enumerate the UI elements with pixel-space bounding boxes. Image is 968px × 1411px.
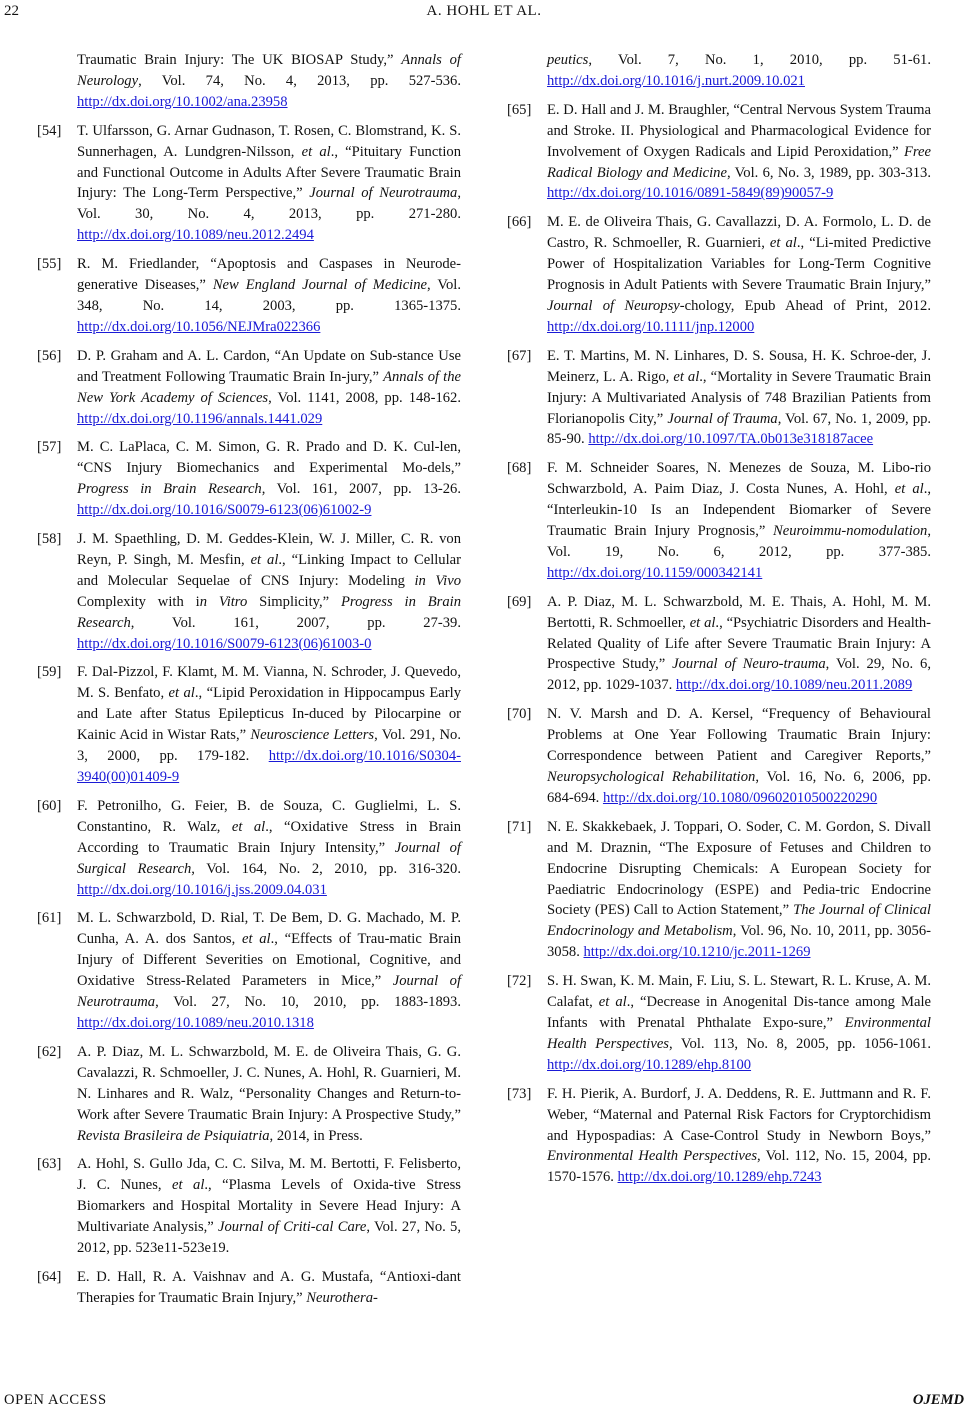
italic-title: Annals of Neurology (77, 52, 461, 89)
doi-link[interactable]: http://dx.doi.org/10.1016/S0079-6123(06)61002-9 (77, 502, 372, 519)
italic-title: Neuroscience Letters (250, 727, 375, 744)
reference-number: [70] (507, 706, 532, 723)
italic-title: Progress in Brain Research (77, 481, 262, 498)
doi-link[interactable]: http://dx.doi.org/10.1016/S0304-3940(00)01409-9 (77, 748, 461, 785)
reference-number: [68] (507, 460, 532, 477)
reference-segment: , Vol. 161, 2007, pp. 27-39. (130, 614, 461, 631)
reference-text (547, 971, 931, 1076)
italic-title: Progress in Brain Research (77, 593, 461, 631)
italic-title: Journal of Criti-cal Care (218, 1219, 367, 1236)
reference-segment: T. Ulfarsson, G. Arnar Gudnason, T. Rosen, C. Blomstrand, K. S. Sunnerhagen, A. Lundgren-Nilsson, (77, 122, 461, 160)
italic-title: Environmental Health Perspectives (547, 1014, 931, 1052)
reference-segment: A. Hohl, S. Gullo Jda, C. C. Silva, M. M. Bertotti, F. Felisberto, J. C. Nunes, (77, 1156, 461, 1194)
reference-number: [71] (507, 818, 532, 835)
reference-segment: E. D. Hall and J. M. Braughler, “Central Nervous System Trauma and Stroke. II. Physiological and Pharmacological Evidence for Involvement of Oxygen Radicals and Lipid Peroxidation,” (547, 101, 931, 160)
reference-segment: ., “Mortality in Severe Traumatic Brain Injury: A Multivariated Analysis of 748 Brazilian Patients from Florianopolis City,” (547, 368, 931, 427)
reference-entry (507, 50, 931, 92)
reference-entry (507, 212, 931, 337)
italic-title: Annals of the New York Academy of Sciences (77, 368, 461, 406)
reference-entry (507, 346, 931, 451)
doi-link[interactable]: http://dx.doi.org/10.1056/NEJMra022366 (77, 318, 321, 335)
reference-text (77, 908, 461, 1033)
reference-number: [73] (507, 1085, 532, 1102)
italic-title: peutics (547, 52, 589, 68)
references-left-column (37, 50, 461, 1317)
reference-entry (507, 704, 931, 809)
page-number: 22 (4, 3, 19, 19)
italic-title: in Vivo (414, 572, 461, 589)
reference-text (77, 121, 461, 246)
doi-link[interactable]: http://dx.doi.org/10.1210/jc.2011-1269 (583, 944, 811, 961)
reference-segment: , Vol. 291, No. 3, 2000, pp. 179-182. (77, 727, 461, 765)
italic-title: Environmental Health Perspectives (547, 1148, 758, 1165)
reference-text (77, 796, 461, 901)
italic-title: et al (673, 368, 700, 385)
reference-entry (507, 100, 931, 205)
reference-number: [59] (37, 664, 62, 681)
doi-link[interactable]: http://dx.doi.org/10.1080/09602010500220290 (602, 789, 878, 806)
reference-number: [61] (37, 910, 62, 927)
italic-title: et al (172, 1177, 205, 1194)
doi-link[interactable]: http://dx.doi.org/10.1002/ana.23958 (77, 93, 288, 110)
reference-segment: , Vol. 96, No. 10, 2011, pp. 3056-3058. (547, 923, 931, 961)
references-right-column (507, 50, 931, 1196)
doi-link[interactable]: http://dx.doi.org/10.1016/S0079-6123(06)61003-0 (77, 635, 372, 652)
reference-segment: , Vol. 161, 2007, pp. 13-26. (261, 481, 461, 498)
italic-title: et al (689, 614, 716, 631)
footer-journal: OJEMD (912, 1392, 964, 1408)
reference-number: [66] (507, 214, 532, 231)
reference-segment: F. H. Pierik, A. Burdorf, J. A. Deddens, R. E. Juttmann and R. F. Weber, “Maternal and Paternal Risk Factors for Cryptorchidism and Hypospadias: A Case-Control Study in Newborn Boys,” (547, 1085, 931, 1144)
reference-entry (37, 437, 461, 521)
reference-segment: R. M. Friedlander, “Apoptosis and Caspases in Neurode-generative Diseases,” (77, 256, 461, 294)
reference-text (77, 437, 461, 521)
reference-segment: ., “Linking Impact to Cellular and Molecular Sequelae of CNS Injury: Modeling (77, 551, 461, 589)
reference-text (547, 346, 931, 451)
reference-text (77, 1267, 461, 1309)
reference-segment: E. T. Martins, M. N. Linhares, D. S. Sousa, H. K. Schroe-der, J. Meinerz, L. A. Rigo, (547, 347, 931, 385)
reference-segment: N. E. Skakkebaek, J. Toppari, O. Soder, C. M. Gordon, S. Divall and M. Draznin, “The Exposure of Fetuses and Children to Endocrine Disrupting Chemicals: A European Society for Paediatric Endocrinology (ESPE) and Pedia-tric Endocrine Society (PES) Call to Action Statement,” (547, 818, 931, 919)
reference-entry (507, 971, 931, 1076)
doi-link[interactable]: http://dx.doi.org/10.1016/j.nurt.2009.10.021 (547, 72, 805, 89)
running-head: A. HOHL ET AL. (426, 3, 542, 19)
reference-entry (37, 1042, 461, 1147)
italic-title: Journal of Surgical Research (77, 839, 461, 877)
reference-entry (37, 662, 461, 787)
reference-segment: , Vol. 1141, 2008, pp. 148-162. (268, 389, 461, 406)
reference-segment: , Vol. 348, No. 14, 2003, pp. 1365-1375. (77, 277, 461, 314)
reference-segment: , Vol. 27, No. 5, 2012, pp. 523e11-523e19. (77, 1219, 461, 1257)
reference-entry (37, 1267, 461, 1309)
doi-link[interactable]: http://dx.doi.org/10.1089/neu.2010.1318 (77, 1014, 314, 1031)
italic-title: New England Journal of Medicine (212, 277, 427, 294)
reference-segment: M. E. de Oliveira Thais, G. Cavallazzi, D. A. Formolo, L. D. de Castro, R. Schmoeller, R. Guarnieri, (547, 214, 931, 252)
reference-text (77, 50, 461, 113)
reference-segment: Complexity with i (77, 593, 200, 610)
reference-segment: ., “Effects of Trau-matic Brain Injury of Different Severities on Emotional, Cognitive, and Oxidative Stress-Related Parameters in Mice,” (77, 931, 461, 990)
reference-segment: M. L. Schwarzbold, D. Rial, T. De Bem, D. G. Machado, M. P. Cunha, A. A. dos Santos, (77, 910, 461, 948)
reference-segment: F. Dal-Pizzol, F. Klamt, M. M. Vianna, N. Schroder, J. Quevedo, M. S. Benfato, (77, 664, 461, 702)
reference-number: [60] (37, 797, 62, 814)
italic-title: Free Radical Biology and Medicine (547, 143, 931, 181)
reference-text (547, 817, 931, 963)
italic-title: et al (769, 235, 797, 252)
italic-title: The Journal of Clinical Endocrinology and Metabolism (547, 902, 931, 940)
reference-segment: F. M. Schneider Soares, N. Menezes de Souza, M. Libo-rio Schwarzbold, A. Paim Diaz, J. Costa Nunes, A. Hohl, (547, 460, 931, 498)
reference-segment: F. Petronilho, G. Feier, B. de Souza, C. Guglielmi, L. S. Constantino, R. Walz, (77, 797, 461, 835)
reference-text (77, 254, 461, 338)
doi-link[interactable]: http://dx.doi.org/10.1111/jnp.12000 (547, 318, 755, 335)
reference-text (547, 100, 931, 205)
reference-segment: N. V. Marsh and D. A. Kersel, “Frequency of Behavioural Problems at One Year Following Traumatic Brain Injury: Correspondence between Patient and Caregiver Reports,” (547, 706, 931, 765)
reference-segment: , Vol. 164, No. 2, 2010, pp. 316-320. (191, 860, 461, 877)
doi-link[interactable]: http://dx.doi.org/10.1289/ehp.8100 (547, 1056, 752, 1073)
reference-segment: ., “Li-mited Predictive Power of Hospitalization Variables for Long-Term Cognitive Prognosis in Adult Patients with Severe Traumatic Brain Injury,” (547, 235, 931, 294)
reference-number: [69] (507, 593, 532, 610)
italic-title: Neuropsychological Rehabilitation (547, 769, 756, 785)
reference-number: [72] (507, 973, 532, 990)
italic-title: n Vitro (199, 593, 248, 610)
doi-link[interactable]: http://dx.doi.org/10.1016/j.jss.2009.04.031 (77, 881, 327, 898)
reference-segment: ., “Decrease in Anogenital Dis-tance among Male Infants with Prenatal Phthalate Expo-sure,” (547, 994, 931, 1031)
reference-number: [62] (37, 1043, 62, 1060)
footer-open-access: OPEN ACCESS (4, 1392, 107, 1408)
reference-segment: , Vol. 19, No. 6, 2012, pp. 377-385. (547, 523, 931, 560)
reference-segment: J. M. Spaethling, D. M. Geddes-Klein, W. J. Miller, C. R. von Reyn, P. Singh, M. Mesfin, (77, 531, 461, 568)
italic-title: et al (231, 818, 266, 835)
italic-title: Journal of Trauma (667, 410, 778, 427)
doi-link[interactable]: http://dx.doi.org/10.1097/TA.0b013e318187acee (588, 431, 874, 448)
italic-title: et al (301, 143, 331, 160)
italic-title: Journal of Neurotrauma (77, 973, 462, 1011)
reference-segment: S. H. Swan, K. M. Main, F. Liu, S. L. Stewart, R. L. Kruse, A. M. Calafat, (547, 973, 931, 1011)
reference-segment: Traumatic Brain Injury: The UK BIOSAP Study,” (77, 52, 402, 68)
reference-number: [64] (37, 1268, 62, 1285)
reference-number: [55] (37, 256, 62, 273)
reference-text (547, 1084, 931, 1189)
reference-segment: , Vol. 6, No. 3, 1989, pp. 303-313. (726, 164, 931, 181)
reference-entry (507, 592, 931, 697)
reference-segment: ., “Psychiatric Disorders and Health-Related Quality of Life after Severe Traumatic Brain Injury: A Prospective Study,” (547, 614, 931, 673)
reference-segment: chology, Epub Ahead of Print, 2012. (684, 297, 931, 314)
reference-text (77, 346, 461, 430)
reference-text (547, 50, 931, 92)
italic-title: Journal of Neuro-trauma (672, 656, 826, 673)
reference-number: [54] (37, 122, 62, 139)
reference-entry (37, 796, 461, 901)
reference-number: [56] (37, 347, 62, 364)
reference-segment: , Vol. 112, No. 15, 2004, pp. 1570-1576. (547, 1148, 931, 1186)
reference-number: [67] (507, 347, 532, 364)
italic-title: et al (250, 551, 279, 568)
doi-link[interactable]: http://dx.doi.org/10.1159/000342141 (547, 564, 763, 581)
reference-segment: , Vol. 27, No. 10, 2010, pp. 1883-1893. (155, 994, 461, 1011)
reference-segment: ., “Lipid Peroxidation in Hippocampus Early and Late after Status Epilepticus In-duced by Pilocarpine or Kainic Acid in Wistar Rats,” (77, 685, 461, 744)
reference-segment: A. P. Diaz, M. L. Schwarzbold, M. E. de Oliveira Thais, G. G. Cavalazzi, R. Schmoeller, J. C. Nunes, A. Hohl, R. Guarnieri, M. N. Linhares and R. Walz, “Personality Changes and Return-to-Work after Severe Traumatic Brain Injury: A Prospective Study,” (77, 1043, 461, 1123)
doi-link[interactable]: http://dx.doi.org/10.1089/neu.2011.2089 (675, 677, 913, 694)
reference-number: [58] (37, 531, 62, 548)
reference-text (77, 662, 461, 787)
doi-link[interactable]: http://dx.doi.org/10.1196/annals.1441.029 (77, 410, 323, 427)
italic-title: Neuroimmu-nomodulation (773, 523, 928, 540)
reference-entry (37, 529, 461, 654)
reference-segment: D. P. Graham and A. L. Cardon, “An Update on Sub-stance Use and Treatment Following Traumatic Brain In-jury,” (77, 347, 461, 385)
reference-number: [65] (507, 101, 532, 118)
reference-number: [63] (37, 1156, 62, 1173)
reference-segment: , Vol. 7, No. 1, 2010, pp. 51-61. (588, 52, 931, 68)
doi-link[interactable]: http://dx.doi.org/10.1289/ehp.7243 (617, 1169, 822, 1186)
reference-number: [57] (37, 439, 62, 456)
reference-entry (507, 1084, 931, 1189)
italic-title: et al (242, 931, 271, 948)
reference-entry (37, 908, 461, 1033)
reference-text (77, 529, 461, 654)
reference-segment: , 2014, in Press. (269, 1127, 363, 1144)
reference-entry (507, 458, 931, 583)
reference-entry (37, 346, 461, 430)
doi-link[interactable]: http://dx.doi.org/10.1089/neu.2012.2494 (77, 227, 314, 244)
reference-text (77, 1042, 461, 1147)
reference-segment: , Vol. 113, No. 8, 2005, pp. 1056-1061. (668, 1035, 931, 1052)
reference-segment: , Vol. 16, No. 6, 2006, pp. 684-694. (547, 769, 932, 806)
reference-text (547, 592, 931, 697)
reference-entry (37, 50, 461, 113)
italic-title: et al (894, 481, 924, 498)
reference-entry (37, 1154, 461, 1259)
reference-segment: ., “Plasma Levels of Oxida-tive Stress Biomarkers and Hospital Mortality in Severe Head Injury: A Multivariate Analysis,” (77, 1177, 461, 1236)
reference-segment: A. P. Diaz, M. L. Schwarzbold, M. E. Thais, A. Hohl, M. M. Bertotti, R. Schmoeller, (547, 593, 931, 631)
reference-segment: ., “Oxidative Stress in Brain According to Traumatic Brain Injury Intensity,” (77, 818, 461, 856)
reference-segment: M. C. LaPlaca, C. M. Simon, G. R. Prado and D. K. Cul-len, “CNS Injury Biomechanics and Experimental Mo-dels,” (77, 439, 461, 477)
italic-title: et al (168, 685, 195, 702)
reference-text (77, 1154, 461, 1259)
italic-title: Revista Brasileira de Psiquiatria (77, 1127, 270, 1144)
reference-segment: , Vol. 30, No. 4, 2013, pp. 271-280. (77, 185, 461, 223)
italic-title: Neurothera- (306, 1289, 378, 1306)
reference-entry (507, 817, 931, 963)
reference-segment: , Vol. 74, No. 4, 2013, pp. 527-536. (138, 72, 461, 89)
reference-entry (37, 121, 461, 246)
reference-segment: ., “Interleukin-10 Is an Independent Biomarker of Severe Traumatic Brain Injury Prognosis,” (547, 481, 931, 540)
reference-segment: , Vol. 67, No. 1, 2009, pp. 85-90. (547, 410, 932, 448)
reference-text (547, 458, 931, 583)
doi-link[interactable]: http://dx.doi.org/10.1016/0891-5849(89)90057-9 (547, 185, 834, 202)
reference-text (547, 704, 931, 809)
reference-text (547, 212, 931, 337)
italic-title: et al (598, 994, 627, 1011)
reference-segment: Simplicity,” (247, 593, 342, 610)
reference-segment: , Vol. 29, No. 6, 2012, pp. 1029-1037. (547, 656, 932, 694)
italic-title: Journal of Neurotrauma (309, 185, 458, 202)
reference-entry (37, 254, 461, 338)
reference-segment: ., “Pituitary Function and Functional Outcome in Adults After Severe Traumatic Brain Injury: The Long-Term Perspective,” (77, 143, 461, 202)
italic-title: Journal of Neuropsy- (547, 297, 685, 314)
reference-segment: E. D. Hall, R. A. Vaishnav and A. G. Mustafa, “Antioxi-dant Therapies for Traumatic Brain Injury,” (77, 1268, 461, 1306)
